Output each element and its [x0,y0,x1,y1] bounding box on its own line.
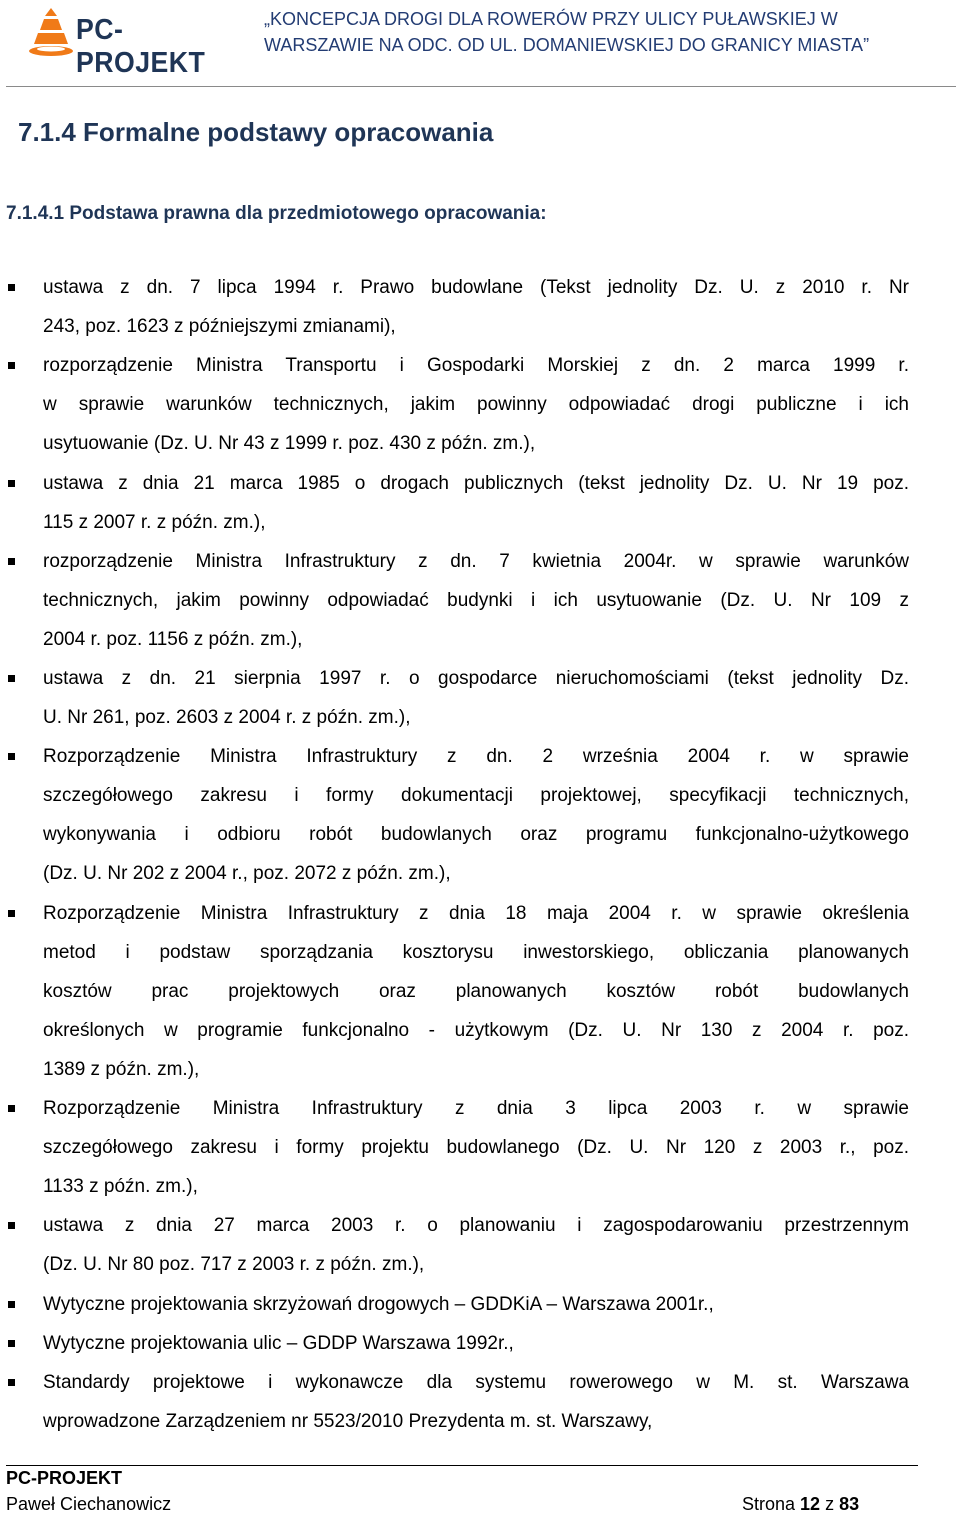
list-item-line: wprowadzone Zarządzeniem nr 5523/2010 Prezydenta m. st. Warszawy, [43,1410,653,1432]
list-item-line: w sprawie warunków technicznych, jakim powinny odpowiadać drogi publiczne i ich [43,394,909,416]
list-item-line: 1389 z późn. zm.), [43,1058,200,1080]
document-title-line-2: WARSZAWIE NA ODC. OD UL. DOMANIEWSKIEJ DO GRANICY MIASTA” [264,35,870,55]
list-item-line: określonych w programie funkcjonalno - użytkowym (Dz. U. Nr 130 z 2004 r. poz. [43,1019,909,1041]
list-item-line: ustawa z dnia 21 marca 1985 o drogach publicznych (tekst jednolity Dz. U. Nr 19 poz. [43,472,909,494]
list-item-line: szczegółowego zakresu i formy dokumentacji projektowej, specyfikacji technicznych, [43,785,909,807]
list-item-line: ustawa z dn. 7 lipca 1994 r. Prawo budowlane (Tekst jednolity Dz. U. z 2010 r. Nr [43,277,909,298]
footer-company: PC-PROJEKT [6,1468,123,1488]
logo-text: PC-PROJEKT [76,14,206,79]
list-item-line: ustawa z dn. 21 sierpnia 1997 r. o gospodarce nieruchomościami (tekst jednolity Dz. [43,668,909,689]
page-number: 12 [800,1494,821,1514]
list-item-line: 115 z 2007 r. z późn. zm.), [43,511,266,533]
page-prefix: Strona [742,1494,801,1514]
list-item-line: rozporządzenie Ministra Transportu i Gospodarki Morskiej z dn. 2 marca 1999 r. [43,355,909,377]
subsection-heading: 7.1.4.1 Podstawa prawna dla przedmiotowego opracowania: [6,203,547,224]
footer-divider [6,1465,918,1466]
page-total: 83 [839,1494,860,1514]
company-logo [26,6,236,79]
list-item-line: ustawa z dnia 27 marca 2003 r. o planowaniu i zagospodarowaniu przestrzennym [43,1215,909,1237]
square-bullet-icon [8,1340,15,1347]
square-bullet-icon [8,1301,15,1308]
list-item-line: technicznych, jakim powinny odpowiadać budynki i ich usytuowanie (Dz. U. Nr 109 z [43,589,909,611]
list-item-line: kosztów prac projektowych oraz planowanych kosztów robót budowlanych [43,980,909,1002]
square-bullet-icon [8,1105,15,1112]
list-item-line: Wytyczne projektowania skrzyżowań drogowych – GDDKiA – Warszawa 2001r., [43,1293,714,1315]
list-item-line: U. Nr 261, poz. 2603 z 2004 r. z późn. zm.), [43,707,411,729]
list-item-line: metod i podstaw sporządzania kosztorysu inwestorskiego, obliczania planowanych [43,941,909,963]
list-item-line: (Dz. U. Nr 202 z 2004 r., poz. 2072 z późn. zm.), [43,863,451,885]
square-bullet-icon [8,558,15,565]
square-bullet-icon [8,362,15,369]
list-item-line: 2004 r. poz. 1156 z późn. zm.), [43,628,303,650]
footer-author: Paweł Ciechanowicz [6,1494,172,1514]
traffic-cone-icon [26,6,76,58]
header-divider [6,86,956,87]
document-title [264,6,954,58]
list-item-line: Standardy projektowe i wykonawcze dla systemu rowerowego w M. st. Warszawa [43,1371,909,1393]
page-header [0,0,960,92]
square-bullet-icon [8,675,15,682]
list-item-line: rozporządzenie Ministra Infrastruktury z dn. 7 kwietnia 2004r. w sprawie warunków [43,550,909,572]
list-item-line: wykonywania i odbioru robót budowlanych oraz programu funkcjonalno-użytkowego [43,824,909,846]
square-bullet-icon [8,284,15,291]
list-item-line: Rozporządzenie Ministra Infrastruktury z dnia 3 lipca 2003 r. w sprawie [43,1098,909,1120]
section-heading: 7.1.4 Formalne podstawy opracowania [18,117,494,147]
list-item-line: Rozporządzenie Ministra Infrastruktury z dnia 18 maja 2004 r. w sprawie określenia [43,902,909,924]
square-bullet-icon [8,1379,15,1386]
list-item-line: 243, poz. 1623 z późniejszymi zmianami), [43,316,396,338]
square-bullet-icon [8,480,15,487]
list-item-line: (Dz. U. Nr 80 poz. 717 z 2003 r. z późn. zm.), [43,1254,425,1276]
page-indicator [742,1494,859,1515]
list-item-line: Rozporządzenie Ministra Infrastruktury z dn. 2 września 2004 r. w sprawie [43,746,909,768]
list-item-line: Wytyczne projektowania ulic – GDDP Warszawa 1992r., [43,1332,514,1354]
list-item-line: 1133 z późn. zm.), [43,1176,198,1198]
document-title-line-1: „KONCEPCJA DROGI DLA ROWERÓW PRZY ULICY PUŁAWSKIEJ W [264,9,838,29]
square-bullet-icon [8,1222,15,1229]
square-bullet-icon [8,753,15,760]
page-separator: z [820,1494,840,1514]
list-item-line: usytuowanie (Dz. U. Nr 43 z 1999 r. poz. 430 z późn. zm.), [43,433,536,455]
square-bullet-icon [8,910,15,917]
list-item-line: szczegółowego zakresu i formy projektu budowlanego (Dz. U. Nr 120 z 2003 r., poz. [43,1137,909,1159]
